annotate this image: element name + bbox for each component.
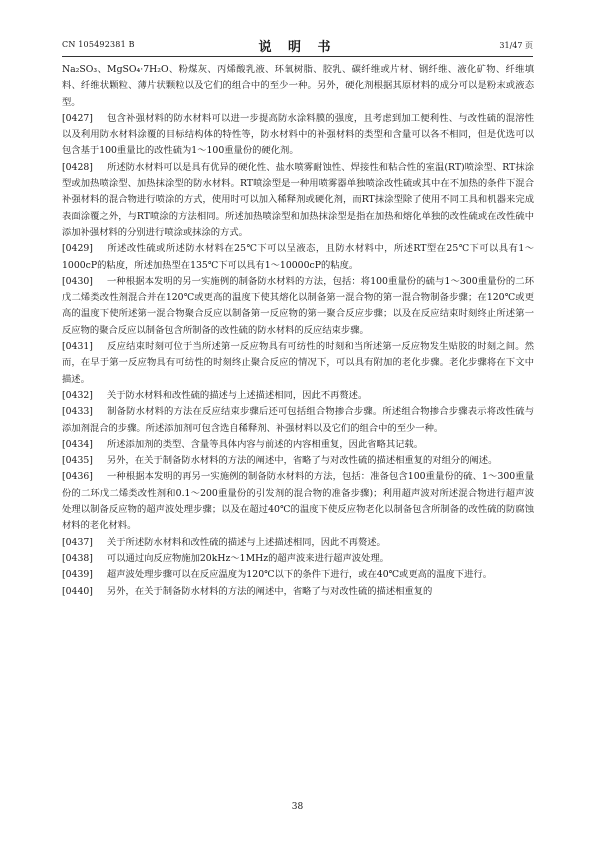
paragraph-text: 另外，在关于制备防水材料的方法的阐述中，省略了与对改性硫的描述相重复的 [106,585,433,597]
paragraph [62,437,534,453]
paragraph-number: [0429] [62,243,93,255]
document-title: 说 明 书 [258,40,337,55]
paragraph-list [62,111,534,600]
paragraph-text: 可以通过向反应物施加20kHz～1MHz的超声波来进行超声波处理。 [106,552,389,564]
paragraph-text: 另外，在关于制备防水材料的方法的阐述中，省略了与对改性硫的描述相重复的对组分的阐述。 [106,455,498,467]
paragraph [62,551,534,567]
paragraph-text: 制备防水材料的方法在反应结束步骤后还可包括组合物掺合步骤。所述组合物掺合步骤表示将改性硫与添加剂混合的步骤。所述添加剂可包含选自稀释剂、补强材料以及它们的组合中的至少一种。 [62,406,534,434]
document-body [62,62,534,600]
paragraph-number: [0428] [62,161,93,173]
paragraph-text: 所述改性硫或所述防水材料在25℃下可以呈液态，且防水材料中，所述RT型在25℃下可以具有1～1000cP的粘度，所述加热型在135℃下可以具有1～10000cP的粘度。 [62,243,534,271]
paragraph-text: 一种根据本发明的另一实施例的制备防水材料的方法，包括：将100重量份的硫与1～300重量份的二环戊二烯类改性剂混合并在120℃或更高的温度下使其熔化以制备第一混合物的第一混合物制备步骤；在120℃或更高的温度下使所述第一混合物聚合反应以制备第一反应物的第一聚合反应步骤；以及在反应结束时刻终止所述第一反应物的聚合反应以制备包含所制备的改性硫的防水材料的反应结束步骤。 [62,275,534,336]
paragraph-text: 超声波处理步骤可以在反应温度为120℃以下的条件下进行，或在40℃或更高的温度下进行。 [106,569,492,581]
intro-paragraph: Na₂SO₃、MgSO₄·7H₂O、粉煤灰、丙烯酸乳液、环氧树脂、胶乳、碳纤维或片材、钢纤维、液化矿物、纤维填料、纤维状颗粒、薄片状颗粒以及它们的组合中的至少一种。另外，硬化剂根据其原材料的成分可以是粉末或液态型。 [62,64,534,108]
paragraph [62,584,534,600]
paragraph-number: [0430] [62,275,93,287]
paragraph [62,453,534,469]
paragraph-number: [0427] [62,112,93,124]
paragraph [62,567,534,583]
paragraph-number: [0440] [62,585,93,597]
paragraph-number: [0434] [62,438,93,450]
paragraph-text: 一种根据本发明的再另一实施例的制备防水材料的方法，包括：准备包含100重量份的硫、1～300重量份的二环戊二烯类改性剂和0.1～200重量份的引发剂的混合物的准备步骤)；利用超声波对所述混合物进行超声波处理以制备反应物的超声波处理步骤；以及在超过40℃的温度下使反应物老化以制备包含所制备的改性硫的防腐蚀材料的老化材料。 [62,471,534,532]
publication-number: CN 105492381 B [62,40,135,49]
paragraph-text: 关于防水材料和改性硫的描述与上述描述相同，因此不再赘述。 [106,389,368,401]
paragraph-text: 包含补强材料的防水材料可以进一步提高防水涂料膜的强度，且考虑到加工便利性、与改性硫的混溶性以及利用防水材料涂覆的目标结构体的特性等，防水材料中的补强材料的类型和含量可以各不相同，但是优选可以包含基于100重量比的改性硫为1～100重量份的硬化剂。 [62,112,534,157]
paragraph-text: 关于所述防水材料和改性硫的描述与上述描述相同，因此不再赘述。 [106,536,386,548]
header-rule [62,56,533,57]
paragraph-number: [0438] [62,552,93,564]
paragraph [62,160,534,241]
paragraph-number: [0433] [62,406,93,418]
page-header [62,36,533,55]
paragraph [62,241,534,274]
paragraph-text: 所述防水材料可以是具有优异的硬化性、盐水喷雾耐蚀性、焊接性和粘合性的室温(RT)喷涂型、RT抹涂型或加热喷涂型、加热抹涂型的防水材料。RT喷涂型是一种用喷雾器单独喷涂改性硫或其中在不加热的条件下混合补强材料的混合物进行喷涂的方式，使用时可以加入稀释剂或硬化剂，而RT抹涂型除了使用不同工具和机器来完成表面涂覆之外，与RT喷涂的方法相同。所述加热喷涂型和加热抹涂型是指在加热和熔化单独的改性硫或在改性硫中添加补强材料的分别进行喷涂或抹涂的方式。 [62,161,534,238]
paragraph-number: [0431] [62,341,93,353]
paragraph-number: [0439] [62,569,93,581]
paragraph-number: [0432] [62,389,93,401]
paragraph [62,469,534,534]
paragraph [62,339,534,388]
paragraph-number: [0436] [62,471,93,483]
paragraph [62,388,534,404]
page-info: 31/47 页 [499,41,533,50]
page-number: 38 [291,802,304,812]
paragraph-text: 反应结束时刻可位于当所述第一反应物具有可纺性的时刻和当所述第一反应物发生贴胶的时刻之间。然而，在早于第一反应物具有可纺性的时刻终止聚合反应的情况下，可以具有附加的老化步骤。老化步骤将在下文中描述。 [62,341,534,385]
paragraph [62,404,534,437]
paragraph-number: [0435] [62,455,93,467]
paragraph [62,111,534,160]
paragraph [62,274,534,339]
paragraph-text: 所述添加剂的类型、含量等具体内容与前述的内容相重复，因此省略其记载。 [106,438,424,450]
paragraph [62,535,534,551]
paragraph-number: [0437] [62,536,93,548]
